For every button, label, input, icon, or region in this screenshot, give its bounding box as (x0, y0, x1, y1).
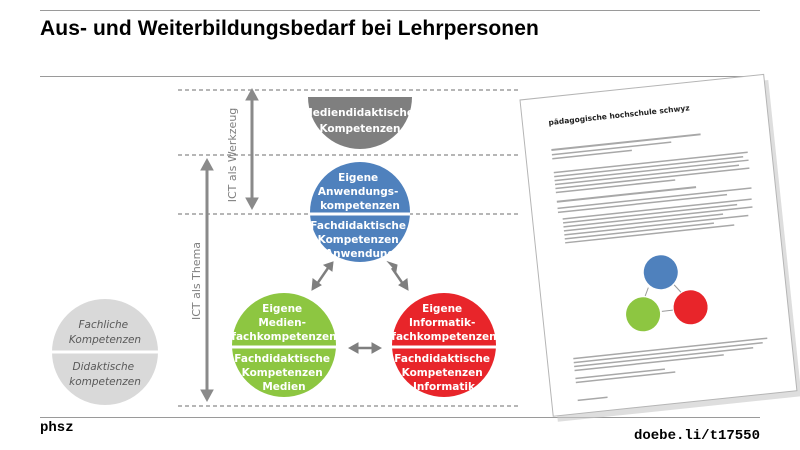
footer-link[interactable]: doebe.li/t17550 (633, 428, 760, 444)
medien-top-label: Eigene Medien- fachkompetenzen (231, 303, 337, 343)
mediendidaktik-label: Mediendidaktische Kompetenzen (302, 107, 415, 135)
fachliche-label: Fachliche Kompetenzen (68, 319, 142, 346)
footer-left: phsz (40, 420, 74, 436)
medien-bottom-label: Fachdidaktische Kompetenzen Medien (234, 353, 331, 393)
didaktische-label: Didaktische kompetenzen (69, 361, 141, 388)
axis-topic-label: ICT als Thema (190, 241, 203, 321)
axis-tool-label: ICT als Werkzeug (226, 107, 239, 203)
page-title: Aus- und Weiterbildungsbedarf bei Lehrpersonen (40, 17, 539, 40)
informatik-bottom-label: Fachdidaktische Kompetenzen Informatik (394, 353, 491, 393)
anwendung-bottom-label: Fachdidaktische Kompetenzen Anwendung (310, 220, 407, 260)
document-header: pädagogische hochschule schwyz (548, 103, 691, 128)
informatik-top-label: Eigene Informatik- fachkompetenzen (391, 303, 497, 343)
anwendung-top-label: Eigene Anwendungs- kompetenzen (317, 172, 400, 212)
